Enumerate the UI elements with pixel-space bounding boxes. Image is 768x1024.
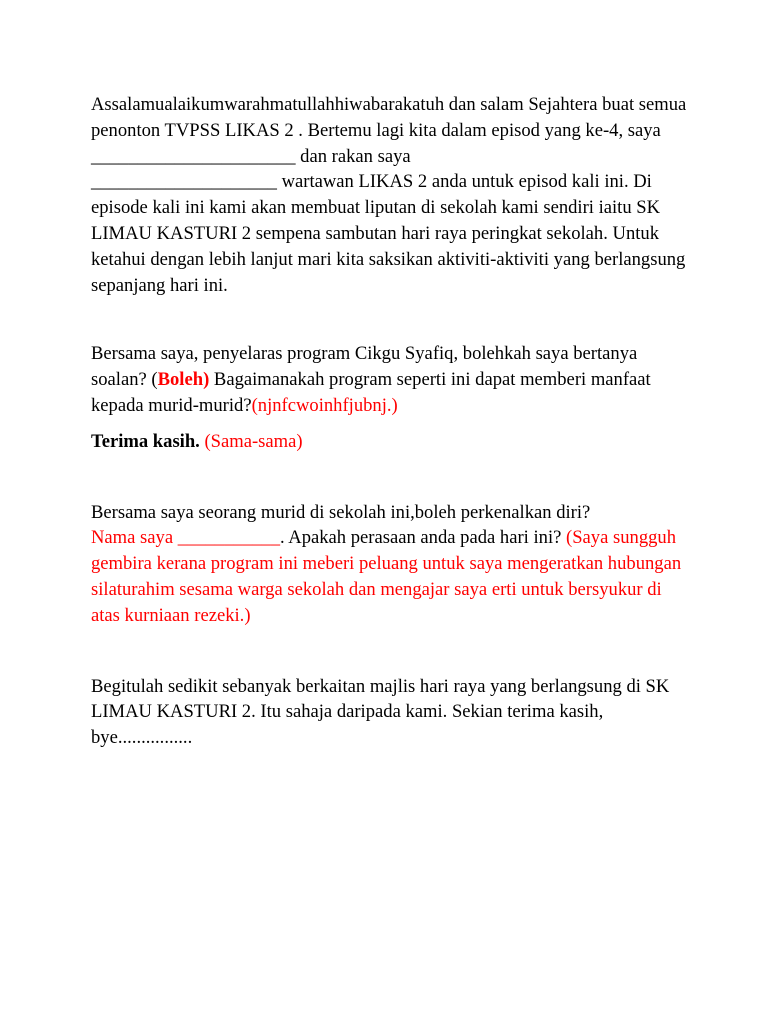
intro-text-2: dan rakan saya bbox=[295, 145, 411, 167]
teacher-answer-1: Boleh) bbox=[157, 369, 210, 391]
thanks-paragraph bbox=[91, 429, 691, 455]
closing-text: Begitulah sedikit sebanyak berkaitan majlis hari raya yang berlangsung di SK LIMAU KASTURI 2. Itu sahaja daripada kami. Sekian terima kasih, bye................ bbox=[91, 675, 670, 749]
intro-text-1: Assalamualaikumwarahmatullahhiwabarakatuh dan salam Sejahtera buat semua penonton TVPSS LIKAS 2 . Bertemu lagi kita dalam episod yang ke-4, saya bbox=[91, 94, 687, 141]
student-answer-prefix: Nama saya bbox=[91, 527, 178, 549]
intro-partner-blank: ____________________ bbox=[91, 171, 277, 193]
teacher-answer-2: (njnfcwoinhfjubnj.) bbox=[251, 394, 398, 416]
interview-teacher-paragraph bbox=[91, 341, 691, 418]
thanks-reply: (Sama-sama) bbox=[199, 430, 303, 452]
student-name-blank: ___________ bbox=[177, 527, 280, 549]
closing-paragraph bbox=[91, 674, 691, 751]
intro-paragraph bbox=[91, 92, 691, 298]
teacher-question-2: Bagaimanakah program seperti ini dapat memberi manfaat kepada murid-murid? bbox=[91, 369, 651, 416]
student-answer-2: (Saya sungguh gembira kerana program ini meberi peluang untuk saya mengeratkan hubungan silaturahim sesama warga sekolah dan mengajar saya erti untuk bersyukur di atas kurniaan rezeki.) bbox=[91, 527, 682, 626]
intro-text-3: wartawan LIKAS 2 anda untuk episod kali ini. Di episode kali ini kami akan membuat liputan di sekolah kami sendiri iaitu SK LIMAU KASTURI 2 sempena sambutan hari raya peringkat sekolah. Untuk ketahui dengan lebih lanjut mari kita saksikan aktiviti-aktiviti yang berlangsung sepanjang hari ini. bbox=[91, 171, 686, 296]
document-page bbox=[91, 92, 691, 751]
intro-name-blank: ______________________ bbox=[91, 145, 296, 167]
student-question-2: . Apakah perasaan anda pada hari ini? bbox=[280, 527, 567, 549]
thanks-text: Terima kasih. bbox=[91, 430, 200, 452]
student-question-1: Bersama saya seorang murid di sekolah ini,boleh perkenalkan diri? bbox=[91, 501, 591, 523]
interview-student-paragraph bbox=[91, 500, 691, 629]
teacher-question-1: Bersama saya, penyelaras program Cikgu Syafiq, bolehkah saya bertanya soalan? ( bbox=[91, 343, 638, 391]
